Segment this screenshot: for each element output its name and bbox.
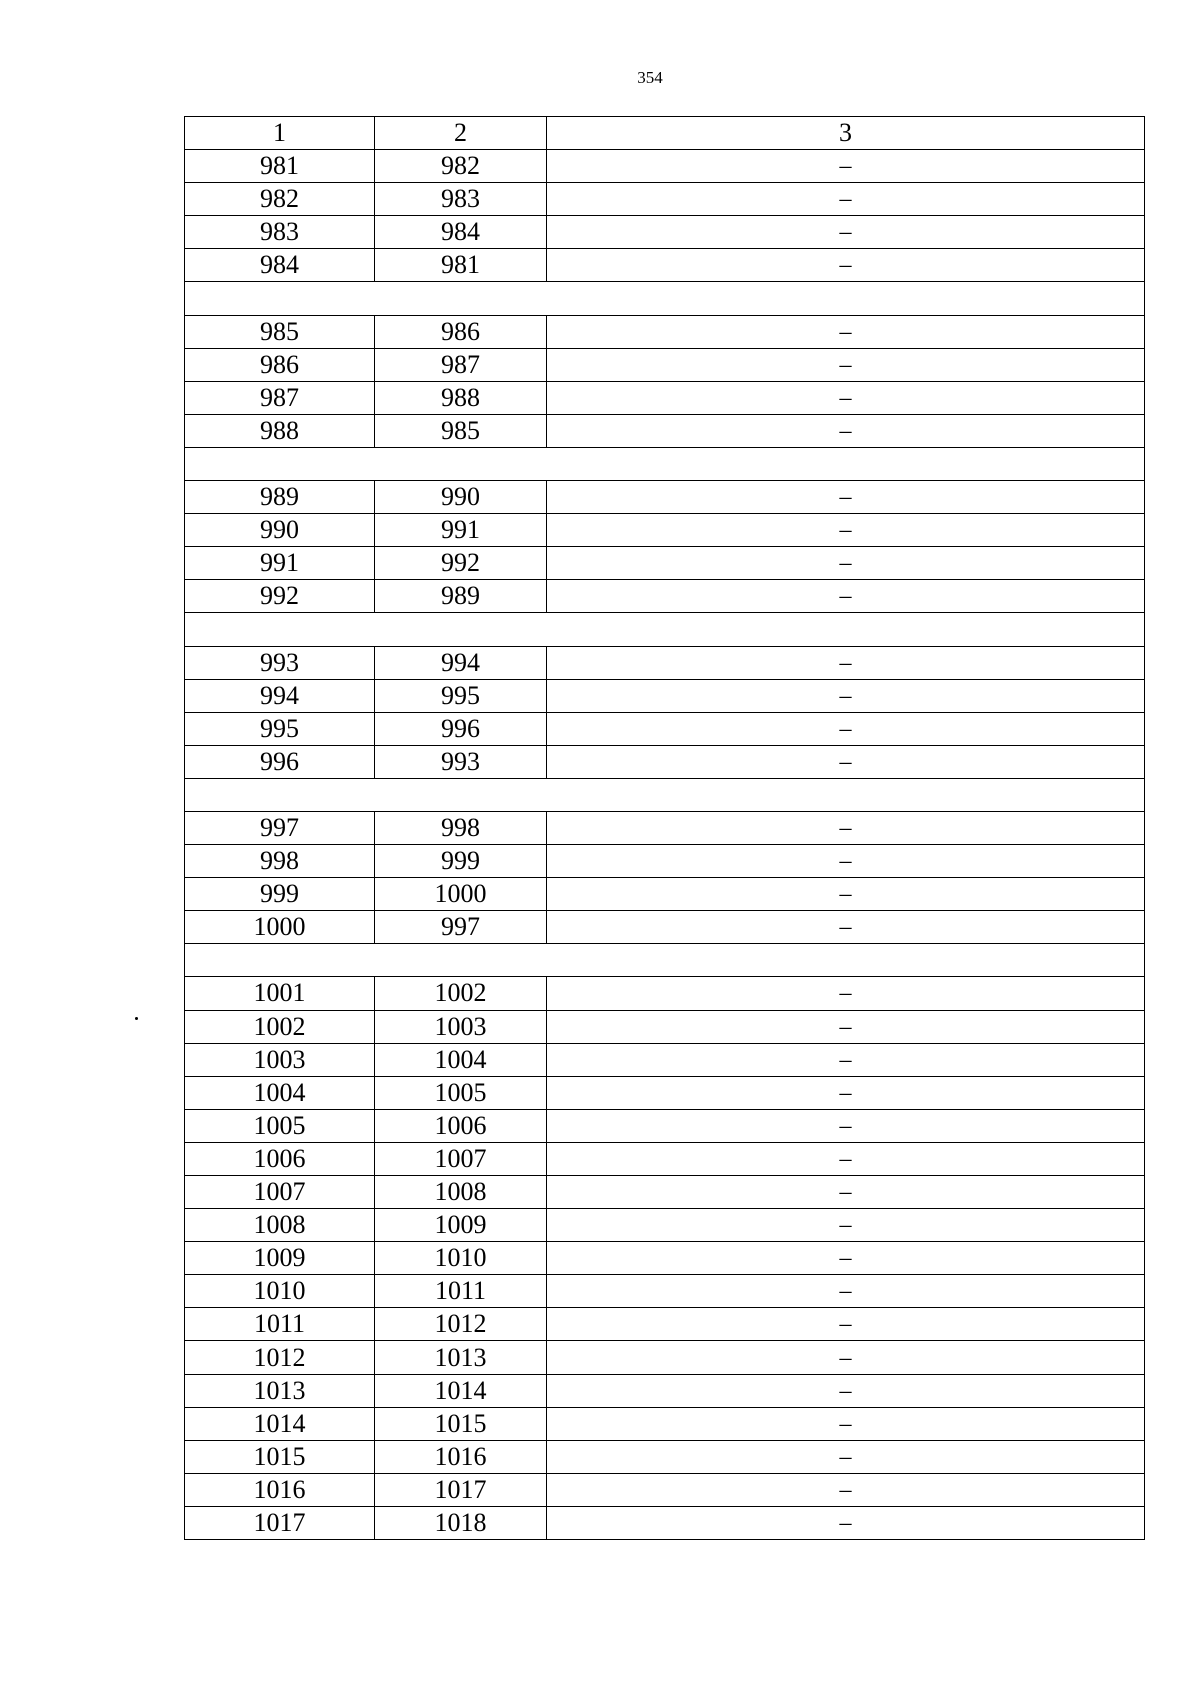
table-cell-col3: – [547,646,1145,679]
table-row [185,150,1145,183]
table-separator-row [185,778,1145,811]
table-cell-col2: 990 [375,481,547,514]
table-cell-col2: 986 [375,315,547,348]
table-row [185,381,1145,414]
table-cell-col2: 1011 [375,1275,547,1308]
table-row [185,878,1145,911]
separator-cell [185,282,1145,315]
table-cell-col3: – [547,315,1145,348]
table-row [185,414,1145,447]
table-cell-col2: 1014 [375,1374,547,1407]
table-cell-col2: 991 [375,514,547,547]
table-cell-col1: 990 [185,514,375,547]
table-separator-row [185,447,1145,480]
table-cell-col3: – [547,481,1145,514]
table-cell-col3: – [547,1506,1145,1539]
table-cell-col1: 993 [185,646,375,679]
table-cell-col1: 982 [185,183,375,216]
table-cell-col1: 988 [185,414,375,447]
table-separator-row [185,944,1145,977]
table-row [185,1506,1145,1539]
table-cell-col3: – [547,1010,1145,1043]
table-cell-col1: 1016 [185,1473,375,1506]
table-row [185,216,1145,249]
table-cell-col2: 1006 [375,1109,547,1142]
table-cell-col1: 1007 [185,1176,375,1209]
table-cell-col3: – [547,1440,1145,1473]
table-cell-col3: – [547,679,1145,712]
table-cell-col1: 1015 [185,1440,375,1473]
separator-cell [185,944,1145,977]
table-cell-col1: 992 [185,580,375,613]
table-cell-col2: 999 [375,845,547,878]
table-row [185,481,1145,514]
table-cell-col1: 984 [185,249,375,282]
table-row [185,1043,1145,1076]
table-cell-col1: 1006 [185,1142,375,1175]
table-cell-col3: – [547,1242,1145,1275]
table-cell-col2: 997 [375,911,547,944]
table-cell-col1: 1009 [185,1242,375,1275]
table-cell-col2: 1002 [375,977,547,1010]
separator-cell [185,447,1145,480]
table-cell-col2: 1005 [375,1076,547,1109]
table-cell-col3: – [547,216,1145,249]
table-row [185,911,1145,944]
table-cell-col2: 1003 [375,1010,547,1043]
table-cell-col1: 1000 [185,911,375,944]
table-cell-col2: 1018 [375,1506,547,1539]
table-cell-col2: 1015 [375,1407,547,1440]
table-row [185,845,1145,878]
table-row [185,1109,1145,1142]
table-row [185,1209,1145,1242]
table-cell-col1: 1002 [185,1010,375,1043]
table-cell-col3: – [547,348,1145,381]
table-cell-col3: – [547,249,1145,282]
table-cell-col3: – [547,878,1145,911]
table-header-row [185,117,1145,150]
table-row [185,712,1145,745]
table-cell-col3: – [547,183,1145,216]
table-row [185,745,1145,778]
table-row [185,1440,1145,1473]
table-row [185,1308,1145,1341]
table-row [185,315,1145,348]
table-cell-col2: 1016 [375,1440,547,1473]
table-cell-col1: 1010 [185,1275,375,1308]
table-cell-col3: – [547,977,1145,1010]
table-cell-col1: 997 [185,811,375,844]
table-cell-col3: – [547,580,1145,613]
table-cell-col1: 1004 [185,1076,375,1109]
table-cell-col3: – [547,811,1145,844]
table-cell-col2: 998 [375,811,547,844]
table-cell-col1: 981 [185,150,375,183]
table-cell-col3: – [547,1473,1145,1506]
table-row [185,646,1145,679]
separator-cell [185,778,1145,811]
table-cell-col2: 1010 [375,1242,547,1275]
table-cell-col2: 987 [375,348,547,381]
table-row [185,348,1145,381]
table-cell-col2: 1008 [375,1176,547,1209]
table-row [185,1142,1145,1175]
table-cell-col2: 995 [375,679,547,712]
table-cell-col1: 1011 [185,1308,375,1341]
table-cell-col3: – [547,1308,1145,1341]
table-cell-col3: – [547,712,1145,745]
table-row [185,1341,1145,1374]
table-row [185,811,1145,844]
table-cell-col3: – [547,1341,1145,1374]
data-table-container [184,116,1144,1540]
table-row [185,580,1145,613]
table-cell-col2: 994 [375,646,547,679]
table-cell-col1: 994 [185,679,375,712]
table-cell-col1: 986 [185,348,375,381]
table-cell-col1: 1003 [185,1043,375,1076]
table-cell-col1: 985 [185,315,375,348]
table-cell-col3: – [547,1209,1145,1242]
table-cell-col3: – [547,1176,1145,1209]
table-row [185,1076,1145,1109]
table-cell-col2: 981 [375,249,547,282]
table-row [185,1176,1145,1209]
table-cell-col1: 998 [185,845,375,878]
table-row [185,1010,1145,1043]
table-cell-col2: 988 [375,381,547,414]
table-row [185,1473,1145,1506]
table-row [185,679,1145,712]
table-row [185,514,1145,547]
table-cell-col1: 999 [185,878,375,911]
table-row [185,183,1145,216]
table-cell-col2: 983 [375,183,547,216]
table-cell-col2: 989 [375,580,547,613]
table-cell-col2: 982 [375,150,547,183]
table-cell-col1: 996 [185,745,375,778]
table-cell-col3: – [547,1275,1145,1308]
table-cell-col2: 1004 [375,1043,547,1076]
table-cell-col2: 1009 [375,1209,547,1242]
table-cell-col2: 1017 [375,1473,547,1506]
header-cell-2: 2 [375,117,547,150]
page-number: 354 [637,68,663,87]
table-cell-col3: – [547,1109,1145,1142]
table-cell-col3: – [547,1407,1145,1440]
table-cell-col1: 987 [185,381,375,414]
table-cell-col1: 995 [185,712,375,745]
header-cell-1: 1 [185,117,375,150]
table-cell-col2: 1012 [375,1308,547,1341]
table-cell-col3: – [547,547,1145,580]
table-row [185,1275,1145,1308]
table-row [185,1374,1145,1407]
table-row [185,249,1145,282]
table-cell-col1: 1012 [185,1341,375,1374]
table-cell-col1: 991 [185,547,375,580]
table-cell-col2: 993 [375,745,547,778]
table-cell-col3: – [547,745,1145,778]
table-cell-col3: – [547,1374,1145,1407]
table-cell-col2: 1007 [375,1142,547,1175]
table-cell-col3: – [547,1076,1145,1109]
table-cell-col1: 1013 [185,1374,375,1407]
table-cell-col3: – [547,1043,1145,1076]
table-cell-col2: 985 [375,414,547,447]
table-row [185,1407,1145,1440]
data-table [184,116,1145,1540]
table-cell-col2: 992 [375,547,547,580]
table-cell-col3: – [547,150,1145,183]
header-cell-3: 3 [547,117,1145,150]
table-cell-col1: 1008 [185,1209,375,1242]
table-cell-col3: – [547,414,1145,447]
table-cell-col2: 1013 [375,1341,547,1374]
table-cell-col3: – [547,514,1145,547]
table-cell-col1: 989 [185,481,375,514]
table-row [185,977,1145,1010]
table-cell-col3: – [547,381,1145,414]
table-body [185,150,1145,1540]
table-cell-col1: 1005 [185,1109,375,1142]
table-cell-col3: – [547,1142,1145,1175]
separator-cell [185,613,1145,646]
table-separator-row [185,282,1145,315]
table-row [185,547,1145,580]
table-cell-col2: 996 [375,712,547,745]
table-cell-col2: 984 [375,216,547,249]
table-cell-col2: 1000 [375,878,547,911]
table-row [185,1242,1145,1275]
table-cell-col1: 983 [185,216,375,249]
table-cell-col1: 1001 [185,977,375,1010]
table-cell-col3: – [547,845,1145,878]
table-cell-col1: 1014 [185,1407,375,1440]
table-separator-row [185,613,1145,646]
table-cell-col1: 1017 [185,1506,375,1539]
table-cell-col3: – [547,911,1145,944]
scan-speck [135,1017,138,1020]
